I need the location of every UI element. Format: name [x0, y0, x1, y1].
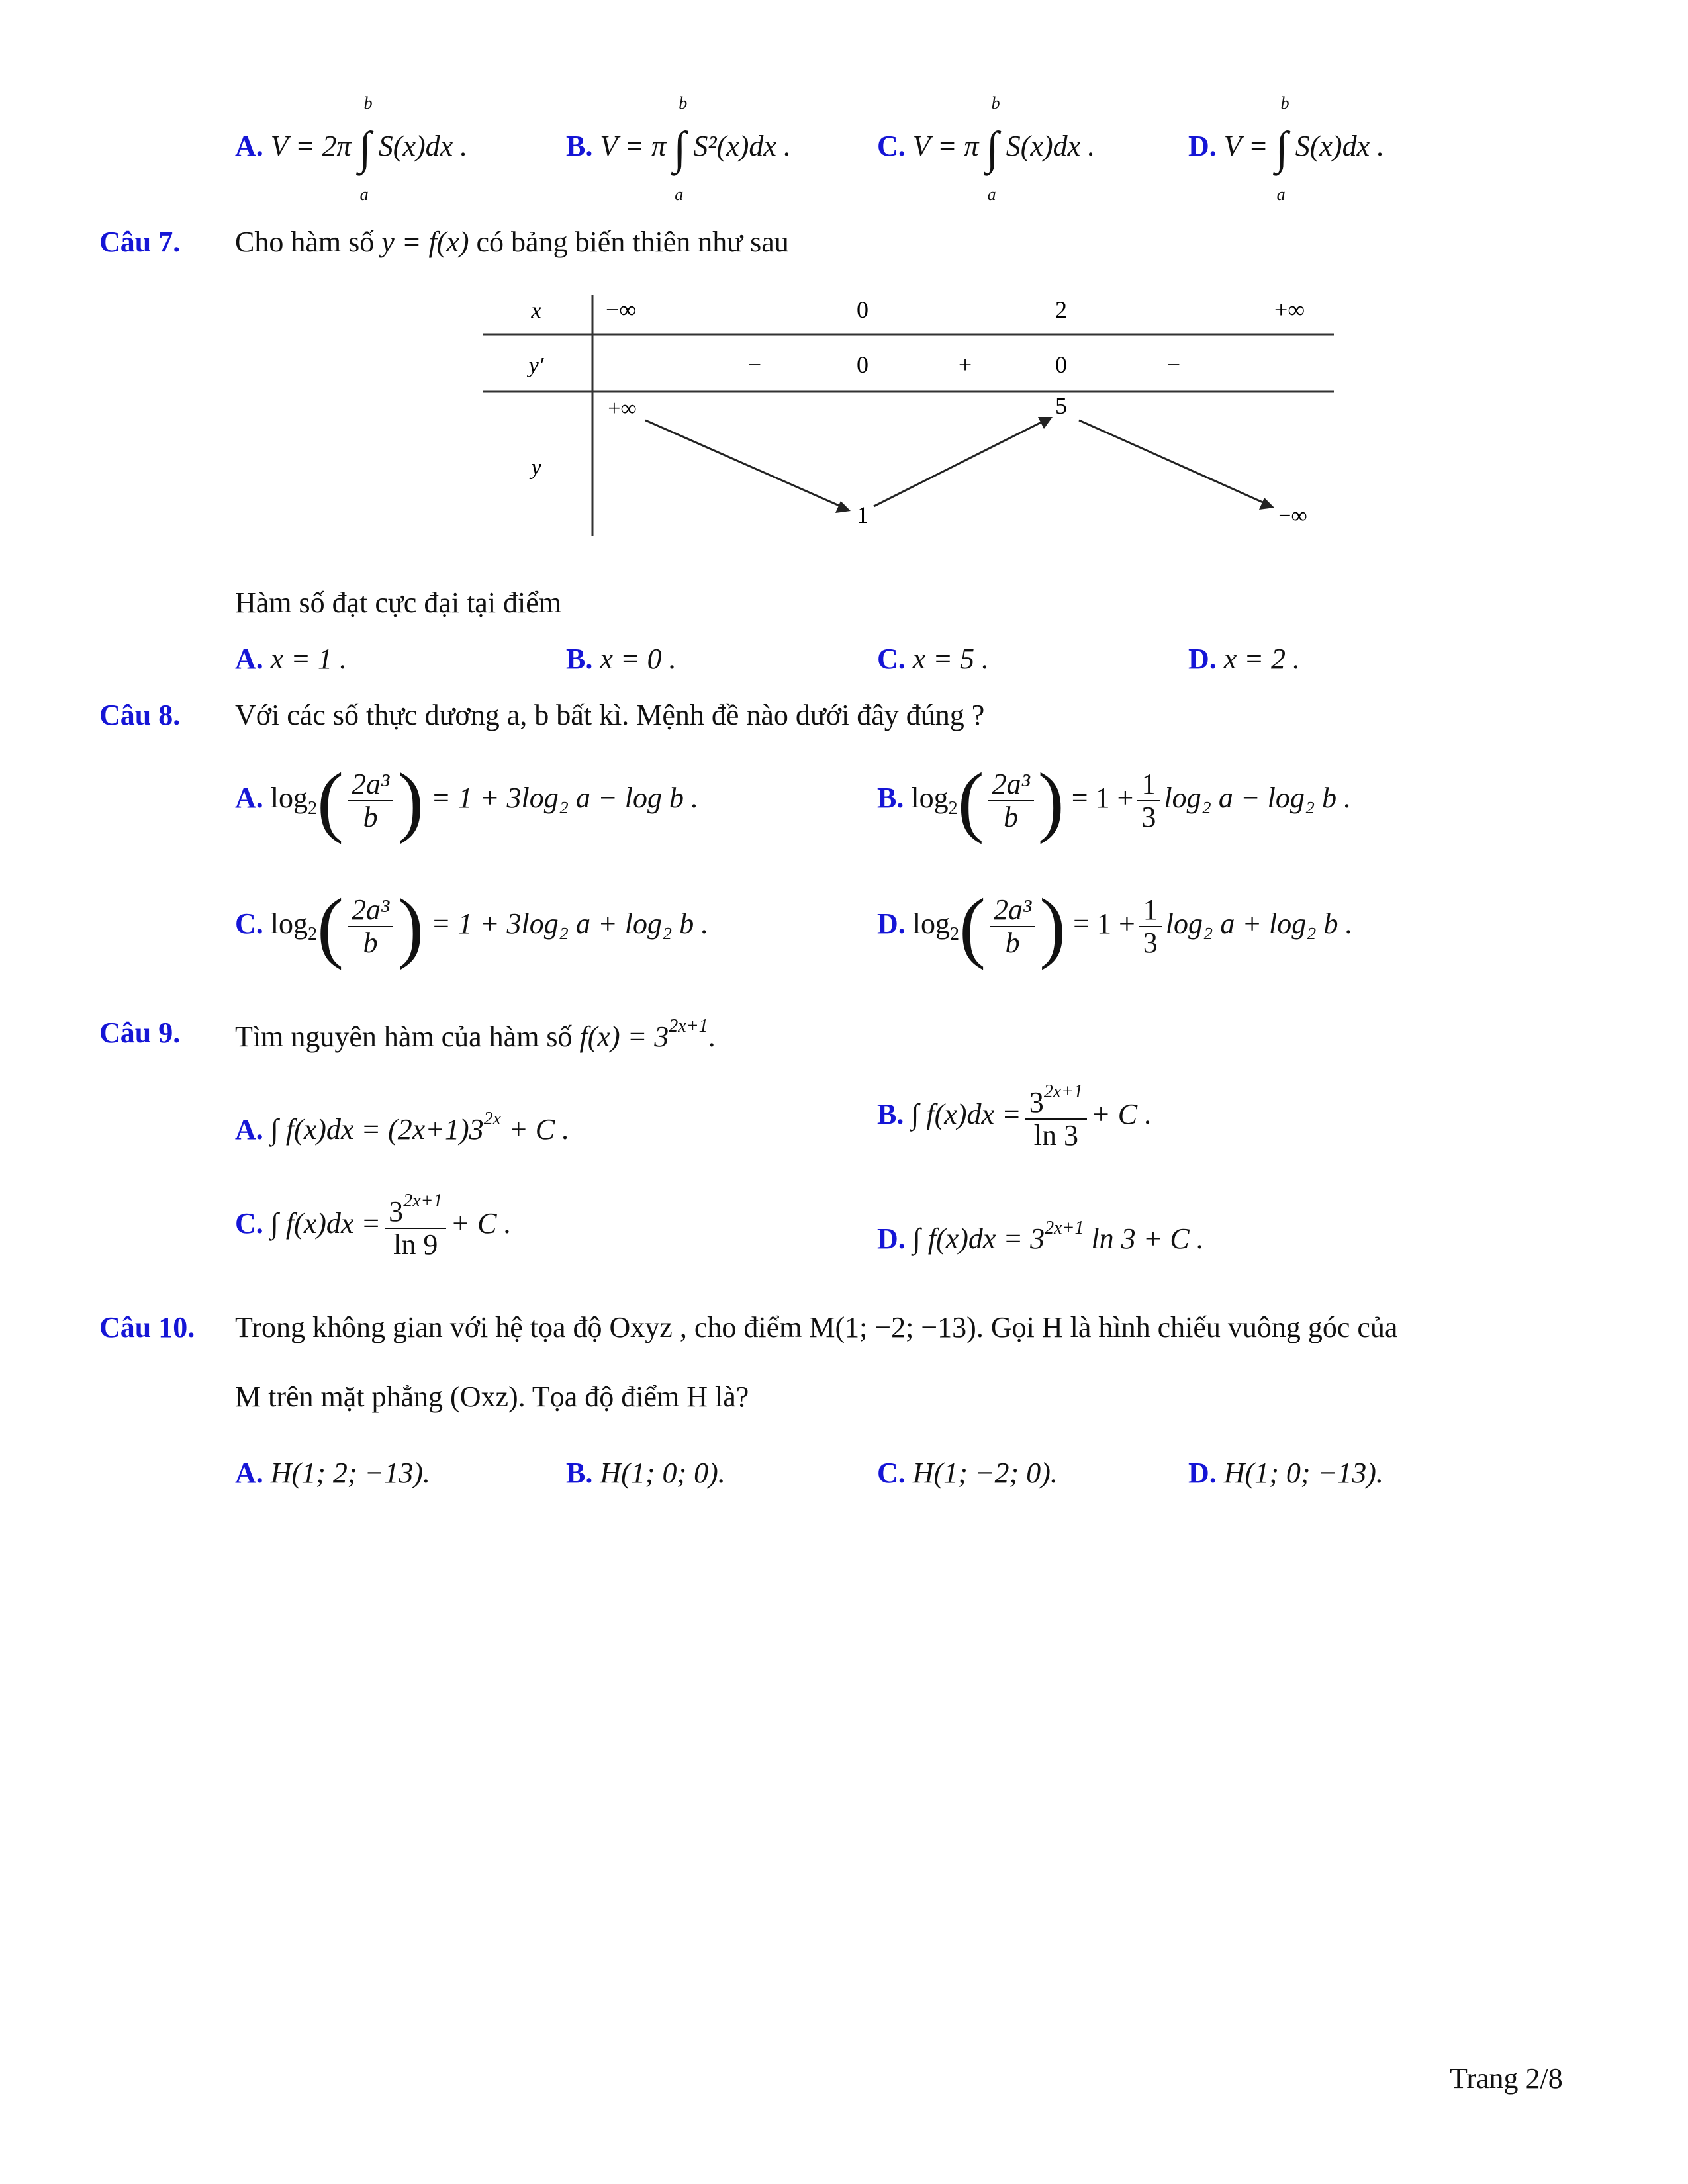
- dy-zero: 0: [857, 351, 868, 378]
- x-value: −∞: [606, 296, 636, 323]
- q8-label: Câu 8.: [99, 699, 181, 731]
- dy-zero: 0: [1055, 351, 1067, 378]
- q7-option-b[interactable]: B. x = 0 .: [566, 643, 677, 675]
- q10-option-c[interactable]: C. H(1; −2; 0).: [877, 1457, 1058, 1489]
- q6-option-d[interactable]: D. V = ∫ b a S(x)dx .: [1188, 93, 1385, 204]
- y-value: +∞: [608, 396, 637, 421]
- x-value: +∞: [1274, 296, 1305, 323]
- q7-question: Hàm số đạt cực đại tại điểm: [235, 586, 562, 619]
- q9-option-b[interactable]: B. ∫ f(x)dx = $\frac{3^{2x+1}}{\ln 3}$ + C .: [877, 1081, 1152, 1152]
- q8-option-a[interactable]: A. $\log_2$( $\frac{\text{2a³}}{b}$ ) = 1 + 3log₂ a − log b .: [235, 756, 698, 844]
- decreasing-arrow: [1079, 420, 1264, 503]
- q8-stem: Với các số thực dương a, b bất kì. Mệnh đề nào dưới đây đúng ?: [235, 699, 985, 731]
- dy-sign: −: [1166, 351, 1181, 378]
- q10-option-d[interactable]: D. H(1; 0; −13).: [1188, 1457, 1383, 1489]
- q8-option-c[interactable]: C. $\log_2$( $\frac{\text{2a³}}{b}$ ) = 1 + 3log₂ a + log₂ b .: [235, 882, 709, 970]
- q7-option-d[interactable]: D. x = 2 .: [1188, 643, 1301, 675]
- page-number: Trang 2/8: [1450, 2062, 1563, 2095]
- q9-stem: Tìm nguyên hàm của hàm số $f(x) = 3^{2x+1}$.: [235, 1016, 716, 1053]
- x-value: 0: [857, 296, 868, 323]
- integral-sign: ∫ b a: [673, 93, 688, 204]
- q7-option-c[interactable]: C. x = 5 .: [877, 643, 990, 675]
- q9-option-c[interactable]: C. ∫ f(x)dx = $\frac{3^{2x+1}}{\ln 9}$ + C .: [235, 1191, 512, 1261]
- integral-sign: ∫ b a: [358, 93, 373, 204]
- q8-option-b[interactable]: B. $\log_2$( $\frac{\text{2a³}}{b}$ ) = 1 + $\frac{1}{3}$ log₂ a − log₂ b .: [877, 756, 1352, 844]
- q6-option-a[interactable]: A. V = 2π ∫ b a S(x)dx .: [235, 93, 468, 204]
- q6-option-b[interactable]: B. V = π ∫ b a S²(x)dx .: [566, 93, 791, 204]
- increasing-arrow: [874, 422, 1043, 506]
- row-label-dy: y′: [528, 353, 544, 378]
- dy-sign: −: [747, 351, 762, 378]
- y-value: 5: [1055, 392, 1067, 419]
- dy-sign: +: [958, 351, 972, 378]
- q9-option-d[interactable]: D. ∫ $f(x)dx = 3^{2x+1}$ ln 3 + C .: [877, 1218, 1204, 1255]
- q9-label: Câu 9.: [99, 1017, 181, 1049]
- q10-stem-line1: Trong không gian với hệ tọa độ Oxyz , cho điểm M(1; −2; −13). Gọi H là hình chiếu vuông góc của: [235, 1311, 1398, 1343]
- q9-option-a[interactable]: A. ∫ $f(x)dx = (2x+1)3^{2x} + C$ .: [235, 1109, 570, 1146]
- row-label-x: x: [531, 298, 541, 323]
- integral-sign: ∫ b a: [1275, 93, 1289, 204]
- q10-label: Câu 10.: [99, 1311, 195, 1343]
- q10-option-b[interactable]: B. H(1; 0; 0).: [566, 1457, 726, 1489]
- integral-sign: ∫ b a: [986, 93, 1000, 204]
- y-value: −∞: [1278, 504, 1307, 528]
- row-label-y: y: [531, 455, 541, 480]
- q10-option-a[interactable]: A. H(1; 2; −13).: [235, 1457, 430, 1489]
- q8-option-d[interactable]: D. $\log_2$( $\frac{\text{2a³}}{b}$ ) = 1 + $\frac{1}{3}$ log₂ a + log₂ b .: [877, 882, 1353, 970]
- q10-stem-line2: M trên mặt phẳng (Oxz). Tọa độ điểm H là?: [235, 1381, 749, 1413]
- q6-option-c[interactable]: C. V = π ∫ b a S(x)dx .: [877, 93, 1096, 204]
- q7-option-a[interactable]: A. x = 1 .: [235, 643, 348, 675]
- decreasing-arrow: [645, 420, 841, 506]
- y-value: 1: [857, 502, 868, 528]
- q7-label: Câu 7.: [99, 226, 181, 258]
- variation-table: [483, 291, 1337, 543]
- x-value: 2: [1055, 296, 1067, 323]
- q7-stem: Cho hàm số y = f(x) có bảng biến thiên như sau: [235, 226, 789, 258]
